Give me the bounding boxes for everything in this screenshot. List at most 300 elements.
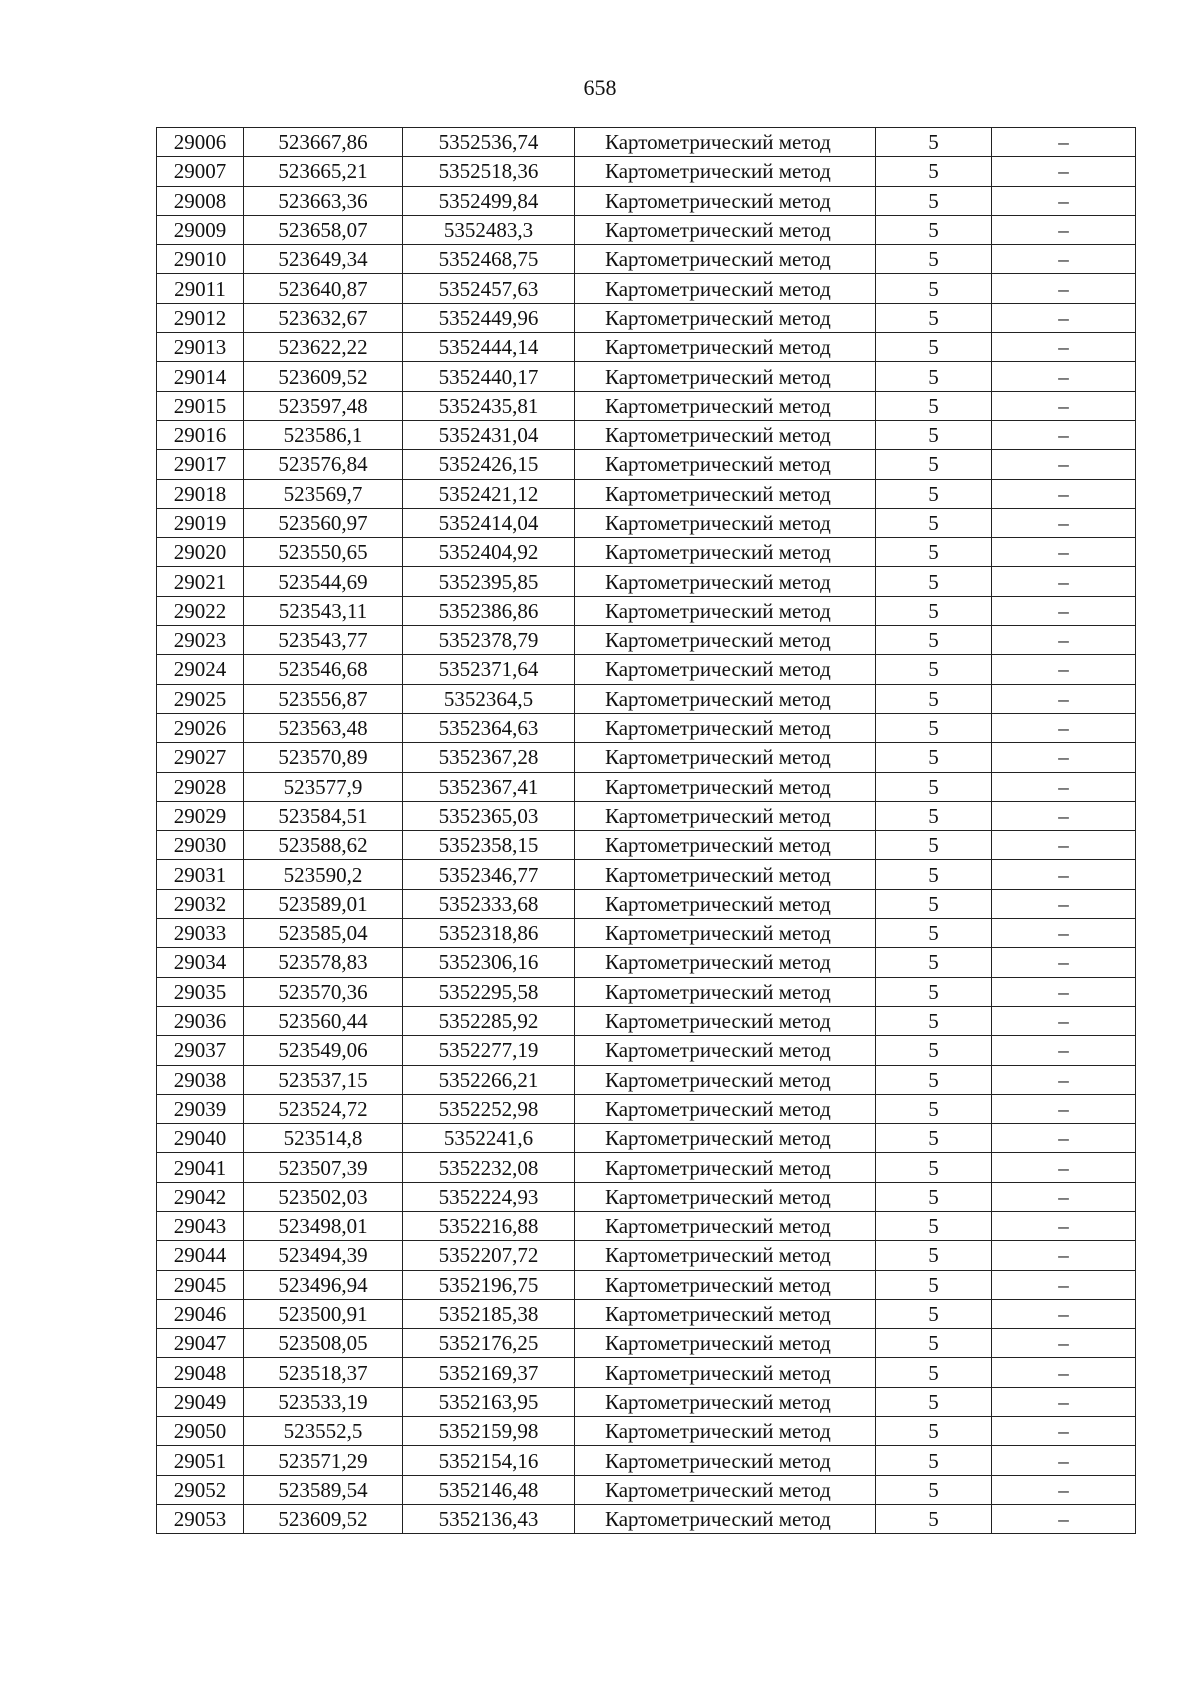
accuracy-cell: 5 (876, 1417, 992, 1446)
table-row (157, 772, 1136, 801)
note-cell: – (992, 977, 1136, 1006)
method-cell: Картометрический метод (575, 1270, 876, 1299)
y-coordinate-cell: 5352499,84 (403, 186, 575, 215)
note-cell: – (992, 831, 1136, 860)
point-number-cell: 29051 (157, 1446, 244, 1475)
note-cell: – (992, 860, 1136, 889)
table-row (157, 1387, 1136, 1416)
point-number-cell: 29032 (157, 889, 244, 918)
accuracy-cell: 5 (876, 1036, 992, 1065)
point-number-cell: 29021 (157, 567, 244, 596)
coordinates-table (156, 127, 1136, 1534)
x-coordinate-cell: 523640,87 (244, 274, 403, 303)
x-coordinate-cell: 523543,11 (244, 596, 403, 625)
y-coordinate-cell: 5352295,58 (403, 977, 575, 1006)
y-coordinate-cell: 5352346,77 (403, 860, 575, 889)
x-coordinate-cell: 523589,01 (244, 889, 403, 918)
accuracy-cell: 5 (876, 1475, 992, 1504)
accuracy-cell: 5 (876, 801, 992, 830)
table-row (157, 655, 1136, 684)
table-row (157, 479, 1136, 508)
table-row (157, 508, 1136, 537)
point-number-cell: 29043 (157, 1211, 244, 1240)
accuracy-cell: 5 (876, 948, 992, 977)
method-cell: Картометрический метод (575, 1475, 876, 1504)
point-number-cell: 29026 (157, 713, 244, 742)
y-coordinate-cell: 5352431,04 (403, 420, 575, 449)
note-cell: – (992, 1153, 1136, 1182)
point-number-cell: 29035 (157, 977, 244, 1006)
x-coordinate-cell: 523570,89 (244, 743, 403, 772)
y-coordinate-cell: 5352169,37 (403, 1358, 575, 1387)
note-cell: – (992, 1124, 1136, 1153)
point-number-cell: 29042 (157, 1182, 244, 1211)
method-cell: Картометрический метод (575, 303, 876, 332)
table-row (157, 1153, 1136, 1182)
y-coordinate-cell: 5352364,63 (403, 713, 575, 742)
point-number-cell: 29047 (157, 1329, 244, 1358)
accuracy-cell: 5 (876, 743, 992, 772)
note-cell: – (992, 1006, 1136, 1035)
y-coordinate-cell: 5352163,95 (403, 1387, 575, 1416)
x-coordinate-cell: 523556,87 (244, 684, 403, 713)
x-coordinate-cell: 523560,44 (244, 1006, 403, 1035)
method-cell: Картометрический метод (575, 1504, 876, 1533)
method-cell: Картометрический метод (575, 508, 876, 537)
accuracy-cell: 5 (876, 479, 992, 508)
x-coordinate-cell: 523667,86 (244, 128, 403, 157)
point-number-cell: 29010 (157, 245, 244, 274)
accuracy-cell: 5 (876, 919, 992, 948)
table-row (157, 186, 1136, 215)
x-coordinate-cell: 523537,15 (244, 1065, 403, 1094)
accuracy-cell: 5 (876, 977, 992, 1006)
accuracy-cell: 5 (876, 772, 992, 801)
accuracy-cell: 5 (876, 1504, 992, 1533)
x-coordinate-cell: 523552,5 (244, 1417, 403, 1446)
note-cell: – (992, 1094, 1136, 1123)
note-cell: – (992, 1475, 1136, 1504)
y-coordinate-cell: 5352146,48 (403, 1475, 575, 1504)
point-number-cell: 29036 (157, 1006, 244, 1035)
table-row (157, 450, 1136, 479)
method-cell: Картометрический метод (575, 333, 876, 362)
accuracy-cell: 5 (876, 1182, 992, 1211)
note-cell: – (992, 1036, 1136, 1065)
x-coordinate-cell: 523585,04 (244, 919, 403, 948)
accuracy-cell: 5 (876, 713, 992, 742)
note-cell: – (992, 420, 1136, 449)
point-number-cell: 29022 (157, 596, 244, 625)
y-coordinate-cell: 5352421,12 (403, 479, 575, 508)
table-row (157, 1094, 1136, 1123)
accuracy-cell: 5 (876, 596, 992, 625)
table-row (157, 538, 1136, 567)
y-coordinate-cell: 5352414,04 (403, 508, 575, 537)
note-cell: – (992, 1065, 1136, 1094)
accuracy-cell: 5 (876, 1124, 992, 1153)
note-cell: – (992, 157, 1136, 186)
x-coordinate-cell: 523560,97 (244, 508, 403, 537)
accuracy-cell: 5 (876, 1241, 992, 1270)
accuracy-cell: 5 (876, 245, 992, 274)
accuracy-cell: 5 (876, 1358, 992, 1387)
table-row (157, 245, 1136, 274)
table-row (157, 1065, 1136, 1094)
point-number-cell: 29030 (157, 831, 244, 860)
point-number-cell: 29053 (157, 1504, 244, 1533)
y-coordinate-cell: 5352216,88 (403, 1211, 575, 1240)
table-row (157, 128, 1136, 157)
y-coordinate-cell: 5352196,75 (403, 1270, 575, 1299)
accuracy-cell: 5 (876, 186, 992, 215)
accuracy-cell: 5 (876, 333, 992, 362)
method-cell: Картометрический метод (575, 479, 876, 508)
note-cell: – (992, 889, 1136, 918)
method-cell: Картометрический метод (575, 391, 876, 420)
table-row (157, 1036, 1136, 1065)
note-cell: – (992, 1241, 1136, 1270)
x-coordinate-cell: 523609,52 (244, 362, 403, 391)
method-cell: Картометрический метод (575, 1153, 876, 1182)
point-number-cell: 29034 (157, 948, 244, 977)
x-coordinate-cell: 523496,94 (244, 1270, 403, 1299)
method-cell: Картометрический метод (575, 831, 876, 860)
point-number-cell: 29007 (157, 157, 244, 186)
method-cell: Картометрический метод (575, 274, 876, 303)
note-cell: – (992, 333, 1136, 362)
y-coordinate-cell: 5352468,75 (403, 245, 575, 274)
y-coordinate-cell: 5352358,15 (403, 831, 575, 860)
accuracy-cell: 5 (876, 1299, 992, 1328)
table-row (157, 1241, 1136, 1270)
method-cell: Картометрический метод (575, 1241, 876, 1270)
point-number-cell: 29046 (157, 1299, 244, 1328)
y-coordinate-cell: 5352306,16 (403, 948, 575, 977)
method-cell: Картометрический метод (575, 245, 876, 274)
x-coordinate-cell: 523494,39 (244, 1241, 403, 1270)
note-cell: – (992, 1504, 1136, 1533)
table-row (157, 1006, 1136, 1035)
note-cell: – (992, 538, 1136, 567)
note-cell: – (992, 508, 1136, 537)
accuracy-cell: 5 (876, 1446, 992, 1475)
note-cell: – (992, 362, 1136, 391)
method-cell: Картометрический метод (575, 1387, 876, 1416)
point-number-cell: 29024 (157, 655, 244, 684)
accuracy-cell: 5 (876, 157, 992, 186)
table-row (157, 333, 1136, 362)
point-number-cell: 29031 (157, 860, 244, 889)
x-coordinate-cell: 523549,06 (244, 1036, 403, 1065)
x-coordinate-cell: 523544,69 (244, 567, 403, 596)
table-row (157, 157, 1136, 186)
x-coordinate-cell: 523663,36 (244, 186, 403, 215)
method-cell: Картометрический метод (575, 1124, 876, 1153)
note-cell: – (992, 772, 1136, 801)
point-number-cell: 29027 (157, 743, 244, 772)
note-cell: – (992, 450, 1136, 479)
point-number-cell: 29028 (157, 772, 244, 801)
method-cell: Картометрический метод (575, 1358, 876, 1387)
table-row (157, 626, 1136, 655)
y-coordinate-cell: 5352318,86 (403, 919, 575, 948)
accuracy-cell: 5 (876, 303, 992, 332)
y-coordinate-cell: 5352252,98 (403, 1094, 575, 1123)
table-row (157, 303, 1136, 332)
note-cell: – (992, 391, 1136, 420)
y-coordinate-cell: 5352333,68 (403, 889, 575, 918)
note-cell: – (992, 948, 1136, 977)
method-cell: Картометрический метод (575, 1329, 876, 1358)
accuracy-cell: 5 (876, 831, 992, 860)
x-coordinate-cell: 523586,1 (244, 420, 403, 449)
x-coordinate-cell: 523500,91 (244, 1299, 403, 1328)
point-number-cell: 29025 (157, 684, 244, 713)
accuracy-cell: 5 (876, 391, 992, 420)
x-coordinate-cell: 523589,54 (244, 1475, 403, 1504)
note-cell: – (992, 1387, 1136, 1416)
x-coordinate-cell: 523570,36 (244, 977, 403, 1006)
x-coordinate-cell: 523588,62 (244, 831, 403, 860)
table-row (157, 713, 1136, 742)
point-number-cell: 29038 (157, 1065, 244, 1094)
coordinates-table-body (157, 128, 1136, 1534)
accuracy-cell: 5 (876, 274, 992, 303)
y-coordinate-cell: 5352241,6 (403, 1124, 575, 1153)
point-number-cell: 29008 (157, 186, 244, 215)
method-cell: Картометрический метод (575, 1182, 876, 1211)
table-row (157, 1475, 1136, 1504)
point-number-cell: 29029 (157, 801, 244, 830)
point-number-cell: 29019 (157, 508, 244, 537)
x-coordinate-cell: 523498,01 (244, 1211, 403, 1240)
point-number-cell: 29050 (157, 1417, 244, 1446)
y-coordinate-cell: 5352159,98 (403, 1417, 575, 1446)
table-row (157, 977, 1136, 1006)
table-row (157, 1358, 1136, 1387)
accuracy-cell: 5 (876, 684, 992, 713)
note-cell: – (992, 1211, 1136, 1240)
accuracy-cell: 5 (876, 508, 992, 537)
accuracy-cell: 5 (876, 567, 992, 596)
table-row (157, 1299, 1136, 1328)
point-number-cell: 29009 (157, 215, 244, 244)
method-cell: Картометрический метод (575, 919, 876, 948)
x-coordinate-cell: 523533,19 (244, 1387, 403, 1416)
note-cell: – (992, 713, 1136, 742)
y-coordinate-cell: 5352154,16 (403, 1446, 575, 1475)
x-coordinate-cell: 523543,77 (244, 626, 403, 655)
y-coordinate-cell: 5352224,93 (403, 1182, 575, 1211)
y-coordinate-cell: 5352185,38 (403, 1299, 575, 1328)
note-cell: – (992, 743, 1136, 772)
accuracy-cell: 5 (876, 655, 992, 684)
note-cell: – (992, 596, 1136, 625)
y-coordinate-cell: 5352365,03 (403, 801, 575, 830)
point-number-cell: 29018 (157, 479, 244, 508)
table-row (157, 1270, 1136, 1299)
method-cell: Картометрический метод (575, 743, 876, 772)
accuracy-cell: 5 (876, 1153, 992, 1182)
method-cell: Картометрический метод (575, 215, 876, 244)
table-row (157, 831, 1136, 860)
point-number-cell: 29015 (157, 391, 244, 420)
y-coordinate-cell: 5352378,79 (403, 626, 575, 655)
table-row (157, 1124, 1136, 1153)
point-number-cell: 29012 (157, 303, 244, 332)
y-coordinate-cell: 5352483,3 (403, 215, 575, 244)
method-cell: Картометрический метод (575, 684, 876, 713)
y-coordinate-cell: 5352207,72 (403, 1241, 575, 1270)
page-number: 658 (583, 75, 617, 100)
y-coordinate-cell: 5352371,64 (403, 655, 575, 684)
y-coordinate-cell: 5352449,96 (403, 303, 575, 332)
note-cell: – (992, 1329, 1136, 1358)
note-cell: – (992, 245, 1136, 274)
table-row (157, 274, 1136, 303)
x-coordinate-cell: 523632,67 (244, 303, 403, 332)
note-cell: – (992, 1417, 1136, 1446)
method-cell: Картометрический метод (575, 1036, 876, 1065)
table-row (157, 420, 1136, 449)
method-cell: Картометрический метод (575, 1094, 876, 1123)
method-cell: Картометрический метод (575, 860, 876, 889)
accuracy-cell: 5 (876, 420, 992, 449)
method-cell: Картометрический метод (575, 538, 876, 567)
note-cell: – (992, 1182, 1136, 1211)
accuracy-cell: 5 (876, 1387, 992, 1416)
accuracy-cell: 5 (876, 626, 992, 655)
y-coordinate-cell: 5352176,25 (403, 1329, 575, 1358)
y-coordinate-cell: 5352395,85 (403, 567, 575, 596)
point-number-cell: 29013 (157, 333, 244, 362)
x-coordinate-cell: 523649,34 (244, 245, 403, 274)
y-coordinate-cell: 5352136,43 (403, 1504, 575, 1533)
point-number-cell: 29033 (157, 919, 244, 948)
note-cell: – (992, 274, 1136, 303)
table-row (157, 362, 1136, 391)
table-row (157, 1446, 1136, 1475)
method-cell: Картометрический метод (575, 626, 876, 655)
x-coordinate-cell: 523658,07 (244, 215, 403, 244)
accuracy-cell: 5 (876, 1094, 992, 1123)
accuracy-cell: 5 (876, 538, 992, 567)
point-number-cell: 29049 (157, 1387, 244, 1416)
x-coordinate-cell: 523569,7 (244, 479, 403, 508)
accuracy-cell: 5 (876, 1006, 992, 1035)
method-cell: Картометрический метод (575, 567, 876, 596)
y-coordinate-cell: 5352364,5 (403, 684, 575, 713)
y-coordinate-cell: 5352285,92 (403, 1006, 575, 1035)
point-number-cell: 29006 (157, 128, 244, 157)
note-cell: – (992, 1358, 1136, 1387)
table-row (157, 1417, 1136, 1446)
y-coordinate-cell: 5352277,19 (403, 1036, 575, 1065)
x-coordinate-cell: 523518,37 (244, 1358, 403, 1387)
x-coordinate-cell: 523590,2 (244, 860, 403, 889)
note-cell: – (992, 655, 1136, 684)
method-cell: Картометрический метод (575, 1417, 876, 1446)
table-row (157, 1504, 1136, 1533)
table-row (157, 860, 1136, 889)
table-row (157, 567, 1136, 596)
method-cell: Картометрический метод (575, 362, 876, 391)
method-cell: Картометрический метод (575, 420, 876, 449)
note-cell: – (992, 919, 1136, 948)
y-coordinate-cell: 5352536,74 (403, 128, 575, 157)
y-coordinate-cell: 5352386,86 (403, 596, 575, 625)
point-number-cell: 29011 (157, 274, 244, 303)
point-number-cell: 29016 (157, 420, 244, 449)
x-coordinate-cell: 523576,84 (244, 450, 403, 479)
method-cell: Картометрический метод (575, 128, 876, 157)
y-coordinate-cell: 5352444,14 (403, 333, 575, 362)
x-coordinate-cell: 523622,22 (244, 333, 403, 362)
table-row (157, 948, 1136, 977)
point-number-cell: 29041 (157, 1153, 244, 1182)
accuracy-cell: 5 (876, 128, 992, 157)
method-cell: Картометрический метод (575, 1065, 876, 1094)
method-cell: Картометрический метод (575, 889, 876, 918)
x-coordinate-cell: 523665,21 (244, 157, 403, 186)
x-coordinate-cell: 523508,05 (244, 1329, 403, 1358)
accuracy-cell: 5 (876, 1329, 992, 1358)
point-number-cell: 29045 (157, 1270, 244, 1299)
x-coordinate-cell: 523571,29 (244, 1446, 403, 1475)
table-row (157, 1329, 1136, 1358)
accuracy-cell: 5 (876, 889, 992, 918)
note-cell: – (992, 1270, 1136, 1299)
note-cell: – (992, 567, 1136, 596)
note-cell: – (992, 479, 1136, 508)
y-coordinate-cell: 5352232,08 (403, 1153, 575, 1182)
note-cell: – (992, 1446, 1136, 1475)
x-coordinate-cell: 523563,48 (244, 713, 403, 742)
y-coordinate-cell: 5352440,17 (403, 362, 575, 391)
y-coordinate-cell: 5352518,36 (403, 157, 575, 186)
accuracy-cell: 5 (876, 362, 992, 391)
table-row (157, 1182, 1136, 1211)
accuracy-cell: 5 (876, 1211, 992, 1240)
table-row (157, 684, 1136, 713)
accuracy-cell: 5 (876, 1270, 992, 1299)
x-coordinate-cell: 523507,39 (244, 1153, 403, 1182)
point-number-cell: 29020 (157, 538, 244, 567)
method-cell: Картометрический метод (575, 948, 876, 977)
note-cell: – (992, 1299, 1136, 1328)
note-cell: – (992, 215, 1136, 244)
point-number-cell: 29037 (157, 1036, 244, 1065)
y-coordinate-cell: 5352435,81 (403, 391, 575, 420)
table-row (157, 743, 1136, 772)
table-row (157, 391, 1136, 420)
x-coordinate-cell: 523546,68 (244, 655, 403, 684)
x-coordinate-cell: 523577,9 (244, 772, 403, 801)
table-row (157, 801, 1136, 830)
method-cell: Картометрический метод (575, 186, 876, 215)
point-number-cell: 29023 (157, 626, 244, 655)
accuracy-cell: 5 (876, 215, 992, 244)
point-number-cell: 29014 (157, 362, 244, 391)
note-cell: – (992, 128, 1136, 157)
x-coordinate-cell: 523550,65 (244, 538, 403, 567)
method-cell: Картометрический метод (575, 1006, 876, 1035)
y-coordinate-cell: 5352426,15 (403, 450, 575, 479)
point-number-cell: 29017 (157, 450, 244, 479)
note-cell: – (992, 626, 1136, 655)
x-coordinate-cell: 523514,8 (244, 1124, 403, 1153)
